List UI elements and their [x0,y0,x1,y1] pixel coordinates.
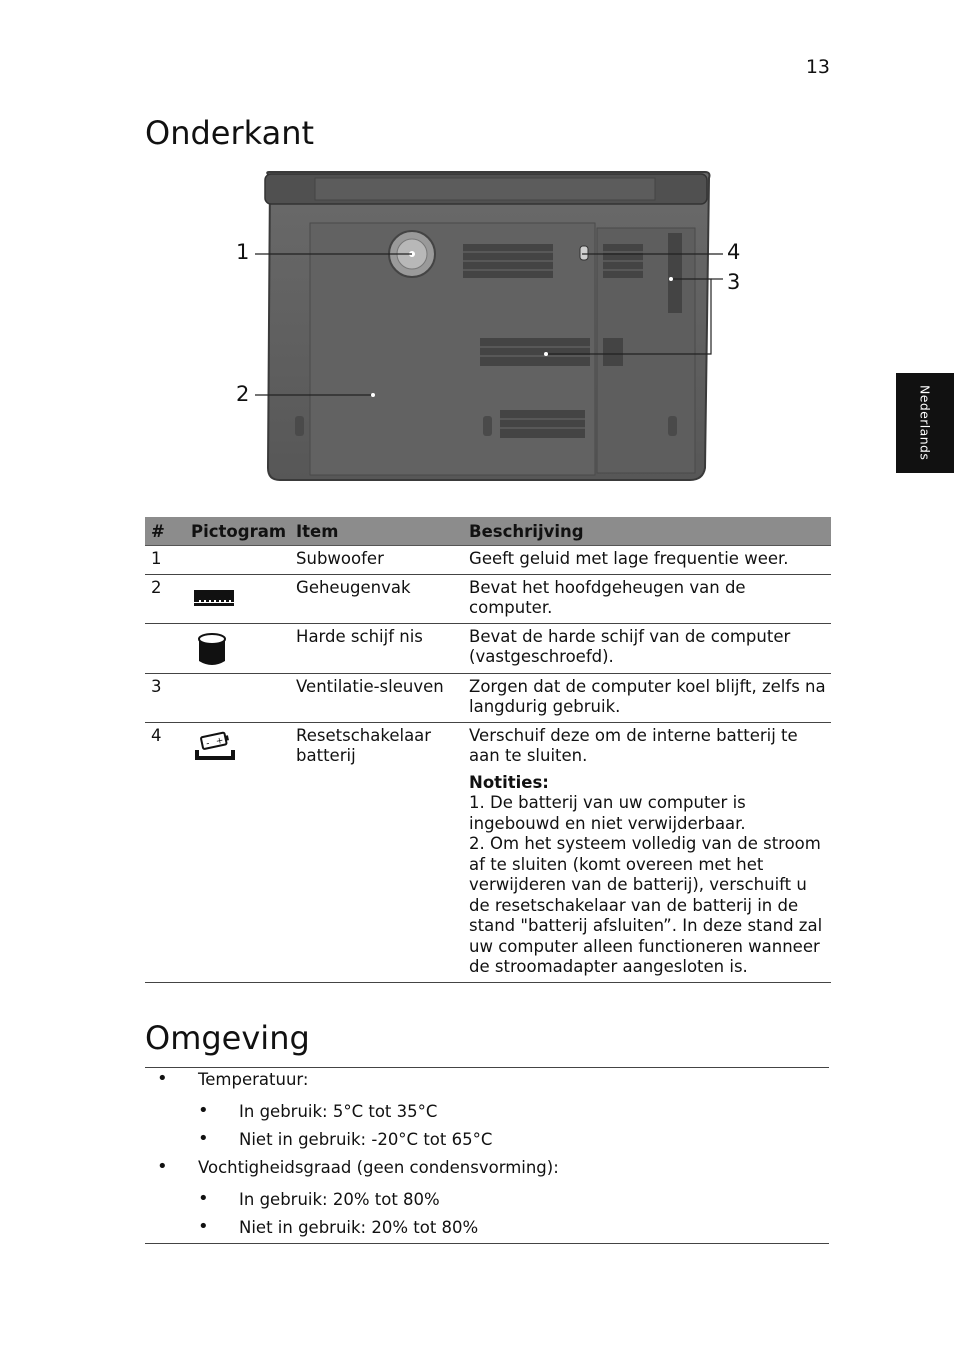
list-item-hum-in-use: • In gebruik: 20% tot 80% [145,1190,829,1218]
battery-reset-icon [193,730,237,762]
header-description: Beschrijving [463,517,831,546]
row-num: 4 [145,722,185,982]
table-header-row [145,517,831,546]
row-item: Harde schijf nis [290,623,463,673]
component-table [145,517,831,983]
row-num [145,623,185,673]
divider-top [145,1067,829,1068]
row-desc: Zorgen dat de computer koel blijft, zelfs na langdurig gebruik. [463,673,831,722]
row-icon-cell [185,623,290,673]
header-num: # [145,517,185,546]
callout-3: 3 [727,270,741,294]
callout-4: 4 [727,240,741,264]
row-num: 3 [145,673,185,722]
table-row [145,623,831,673]
note-2: 2. Om het systeem volledig van de stroom af te sluiten (komt overeen met het verwijderen van de batterij), verschuift u de resetschakelaar van de batterij in de stand "batterij afsluiten”. In deze stand zal uw computer alleen functioneren wanneer de stroomadapter aangesloten is. [469,834,823,976]
row-icon-cell [185,574,290,623]
callout-2: 2 [236,382,250,406]
hard-disk-icon [197,631,227,669]
list-item-temp-in-use: • In gebruik: 5°C tot 35°C [145,1102,829,1130]
row-icon-empty [185,546,290,575]
notes-title: Notities: [469,772,549,792]
row-item: Ventilatie-sleuven [290,673,463,722]
row-item: Geheugenvak [290,574,463,623]
list-item-humidity: • Vochtigheidsgraad (geen condensvorming): [145,1158,829,1186]
row-num: 2 [145,574,185,623]
memory-icon [193,586,235,608]
row-num: 1 [151,549,162,568]
list-item-hum-not-in-use: • Niet in gebruik: 20% tot 80% [145,1218,829,1246]
table-row [145,574,831,623]
divider-bottom [145,1243,829,1244]
row-item: Subwoofer [296,549,384,568]
note-1: 1. De batterij van uw computer is ingebouwd en niet verwijderbaar. [469,793,746,833]
table-row [145,673,831,722]
row-desc-cell [463,722,831,982]
header-icon: Pictogram [185,517,290,546]
row-desc: Bevat de harde schijf van de computer (vastgeschroefd). [463,623,831,673]
list-item-temp-not-in-use: • Niet in gebruik: -20°C tot 65°C [145,1130,829,1158]
language-tab-label: Nederlands [917,385,933,461]
callout-1: 1 [236,240,250,264]
list-item-temperature: • Temperatuur: [145,1070,829,1098]
row-icon-empty [185,673,290,722]
row-desc: Bevat het hoofdgeheugen van de computer. [463,574,831,623]
row-icon-cell [185,722,290,982]
row-item: Resetschakelaar batterij [290,722,463,982]
section-title-omgeving: Omgeving [145,1019,310,1057]
language-tab [896,373,954,473]
environment-list [145,1070,829,1246]
section-title-onderkant: Onderkant [145,114,315,152]
laptop-bottom-figure [145,168,830,490]
page-number: 13 [805,56,830,78]
header-item: Item [290,517,463,546]
table-row [145,546,831,575]
svg-text:-: - [205,738,211,749]
row-desc: Verschuif deze om de interne batterij te aan te sluiten. [469,725,798,765]
table-row [145,722,831,982]
svg-text:+: + [215,735,225,747]
row-desc: Geeft geluid met lage frequentie weer. [469,549,789,568]
